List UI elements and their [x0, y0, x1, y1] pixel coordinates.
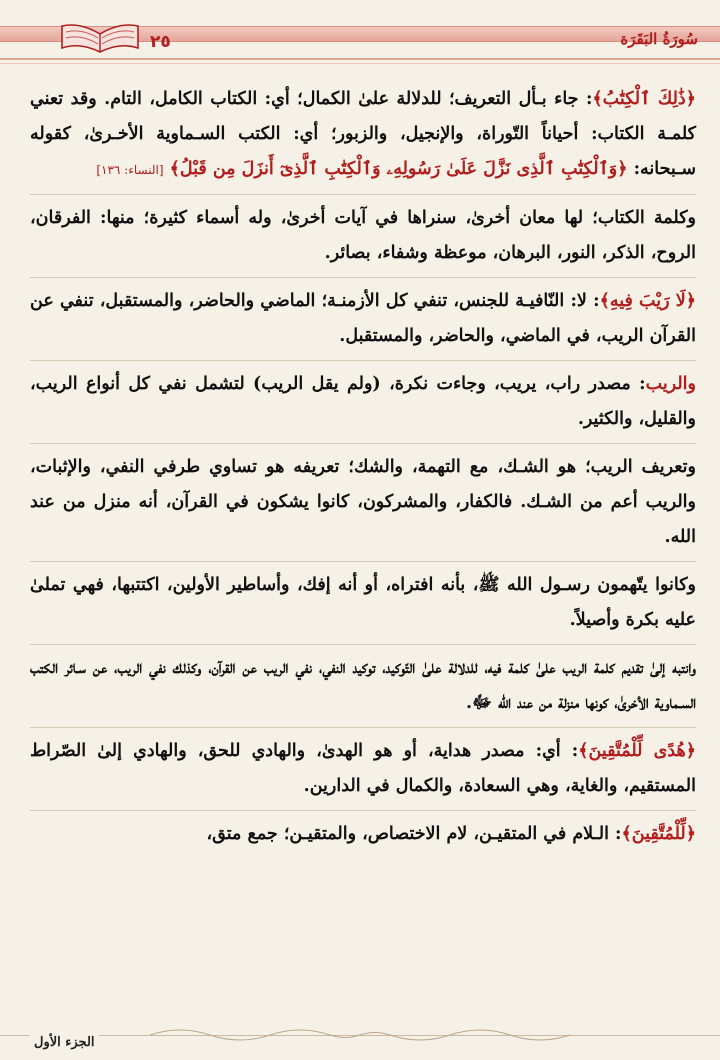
paragraph-text: وتعريف الريب؛ هو الشـك، مع التهمة، والشك؛ تعريفه هو تساوي طرفي النفي، والإثبات، والريب أعم من الشـك. فالكفار، والمشركون، كانوا يشكون في القرآن، أنه منزل من عند الله. — [30, 457, 696, 547]
paragraph-wantabih — [30, 651, 696, 721]
paragraph-text: وكانوا يتّهمون رسـول الله ﷺ، بأنه افتراه، أو أنه إفك، وأساطير الأولين، اكتتبها، فهي تملىٰ عليه بكرة وأصيلاً. — [30, 575, 696, 630]
quran-quote: ﴿لَا رَيْبَ فِيهِ﴾ — [599, 291, 696, 311]
page-header — [0, 0, 720, 62]
footer-ornament-icon — [0, 1021, 720, 1051]
main-text — [30, 82, 696, 852]
paragraph-text: وانتبه إلىٰ تقديم كلمة الريب علىٰ كلمة فيه، للدلالة علىٰ التّوكيد، توكيد النفي، نفي الريب عن القرآن، وكذلك نفي الريب، عن سـائر الكتب السـماوية الأخرىٰ، كونها منزلة من عند الله ﷻ. — [30, 658, 696, 713]
paragraph-separator — [30, 443, 696, 444]
paragraph-text: : لا: النّافيـة للجنس، تنفي كل الأزمنـة؛ الماضي والحاضر، والمستقبل، تنفي عن القرآن الريب، في الماضي، والحاضر، والمستقبل. — [30, 291, 696, 346]
paragraph-separator — [30, 727, 696, 728]
paragraph-alrayb — [30, 367, 696, 437]
paragraph-text: : الـلام في المتقيـن، لام الاختصاص، والمتقيـن؛ جمع متق، — [206, 824, 622, 844]
surah-name: سُورَةُ البَقَرَة — [620, 30, 698, 48]
page-number: ٢٥ — [150, 32, 171, 52]
paragraph-text: وكلمة الكتاب؛ لها معان أخرىٰ، سنراها في آيات أخرىٰ، وله أسماء كثيرة؛ منها: الفرقان، الروح، الذكر، النور، البرهان، موعظة وشفاء، بصائر. — [30, 208, 696, 263]
quran-quote: ﴿هُدًى لِّلْمُتَّقِينَ﴾ — [578, 741, 696, 761]
open-book-icon — [58, 20, 142, 54]
paragraph-separator — [30, 277, 696, 278]
paragraph-tarif-alrayb — [30, 450, 696, 555]
paragraph-kalimat-alkitab — [30, 201, 696, 271]
paragraph-hudan — [30, 734, 696, 804]
quran-quote: ﴿ذَٰلِكَ ٱلْكِتَٰبُ﴾ — [592, 89, 696, 109]
quran-quote: ﴿لِّلْمُتَّقِينَ﴾ — [621, 824, 696, 844]
paragraph-kanu-yattahimun — [30, 568, 696, 638]
paragraph-la-rayba — [30, 284, 696, 354]
header-rule-thin — [0, 63, 720, 64]
defined-term: والريب — [645, 374, 696, 394]
paragraph-separator — [30, 360, 696, 361]
paragraph-separator — [30, 644, 696, 645]
part-label: الجزء الأول — [30, 1035, 99, 1050]
paragraph-separator — [30, 561, 696, 562]
page-footer — [0, 1015, 720, 1060]
paragraph-separator — [30, 194, 696, 195]
paragraph-separator — [30, 810, 696, 811]
paragraph-lilmuttaqin — [30, 817, 696, 852]
paragraph-dhalika-alkitab — [30, 82, 696, 188]
header-rule — [0, 58, 720, 60]
paragraph-text: : مصدر راب، يريب، وجاءت نكرة، (ولم يقل الريب) لتشمل نفي كل أنواع الريب، والقليل، والكثير. — [30, 374, 696, 429]
verse-reference: [النساء: ١٣٦] — [96, 163, 164, 177]
quran-quote: ﴿وَٱلْكِتَٰبِ ٱلَّذِى نَزَّلَ عَلَىٰ رَسُولِهِۦ وَٱلْكِتَٰبِ ٱلَّذِىٓ أَنزَلَ مِن قَبْلُ﴾ — [169, 159, 628, 179]
paragraph-text: : أي: مصدر هداية، أو هو الهدىٰ، والهادي للحق، والهادي إلىٰ الصّراط المستقيم، والغاية، وهي السعادة، والكمال في الدارين. — [30, 741, 696, 796]
paragraph-text: : جاء بـأل التعريف؛ للدلالة علىٰ الكمال؛ أي: الكتاب الكامل، التام. وقد تعني كلمـة الكتاب: أحياناً التّوراة، والإنجيل، والزبور؛ أي: الكتب السـماوية الأخـرىٰ، كقوله سـبحانه: — [30, 89, 696, 179]
